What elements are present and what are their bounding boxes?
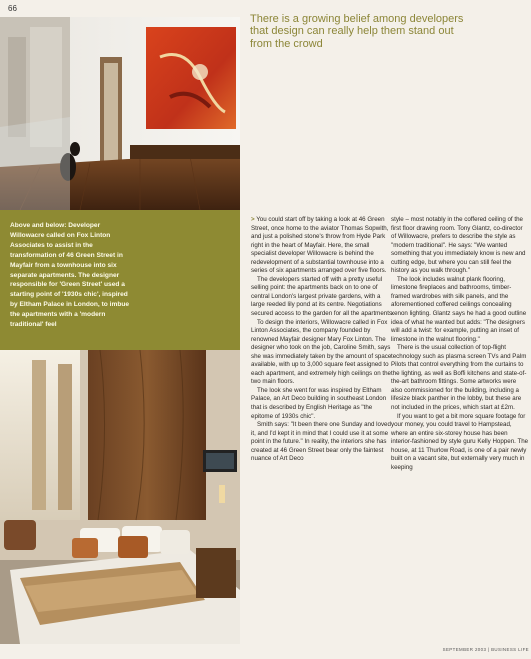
caption-box [0,210,240,350]
paragraph: If you want to get a bit more square footage for your money, you could travel to Hampstead, where an entire six-storey house has been interior-fashioned by style guru Kelly Hoppen. The house, at 11 Thurlow Road, is one of a pair newly built on a vacant site, but externally very much in keeping [391,412,529,471]
paragraph-text: You could start off by taking a look at 46 Green Street, once home to the aviator Thomas Sopwith, and just a polished stone's throw from Hyde Park right in the heart of Mayfair. Here, the small specialist developer Willowacre is behind the redevelopment of a substantial townhouse into a series of six apartments arranged over five floors. [251,216,389,275]
paragraph [251,216,395,276]
paragraph: Smith says: "It been there one Sunday and loved it, and I'd kept it in mind that I could use it at some point in the future." In reality, the interiors she has created at 46 Green Street bear only the faintest nuance of Art Deco [251,421,391,463]
pull-quote: There is a growing belief among developers that design can really help them stand out from the crowd [250,13,464,50]
body-column-2 [391,216,529,472]
body-column-1 [251,216,395,464]
paragraph: The look she went for was inspired by Eltham Palace, an Art Deco building in southeast London that is described by English Heritage as "the epitome of 1930s chic". [251,386,387,420]
paragraph: style – most notably in the coffered ceiling of the first floor drawing room. Tony Glantz, co-director of Willowacre, prefers to describe the style as "modern traditional". He says: "We wanted something that you immediately know is new and cutting edge, but where you can still feel the history as you walk through." [391,216,526,275]
paragraph: The developers started off with a pretty useful selling point: the apartments back on to one of central London's largest private gardens, with a large reeded lily pond at its centre. Negotiations secured access to the garden for all the apartments. [251,275,394,318]
page-number: 66 [8,4,17,13]
page-footer: SEPTEMBER 2003 | BUSINESS LIFE [442,647,529,652]
paragraph: To design the interiors, Willowacre called in Fox Linton Associates, the company founded by renowned Mayfair designer Mary Fox Linton. The designer who took on the job, Caroline Smith, says she was immediately taken by the amount of space available, with up to 3,000 square feet assigned to each apartment, and extremely high ceilings on the two main floors. [251,318,392,386]
living-room-photo [0,17,240,210]
bedroom-photo [0,350,240,644]
paragraph: The look includes walnut plank flooring, limestone fireplaces and bathrooms, timber-framed wardrobes with silk panels, and the aforementioned coffered ceilings concealing xenon lighting. Glantz says he had a good outline idea of what he wanted but adds: "The designers will add a twist: for example, putting an inset of limestone in the walnut flooring." [391,275,527,343]
lead-marker: > [251,216,255,223]
photo-caption: Above and below: Developer Willowacre called on Fox Linton Associates to assist in the transformation of 46 Green Street in Mayfair from a townhouse into six separate apartments. The designer responsible for 'Green Street' used a starting point of '1930s chic', inspired by Eltham Palace in London, to imbue the apartments with a 'modern traditional' feel [10,222,130,329]
paragraph: There is the usual collection of top-flight technology such as plasma screen TVs and Palm Pilots that control everything from the curtains to the lighting, as well as Boffi kitchens and state-of-the-art bathroom fittings. Some artworks were also commissioned for the building, including a lifesize black panther in the lobby, but these are not included in the prices, which start at £2m. [391,344,527,412]
